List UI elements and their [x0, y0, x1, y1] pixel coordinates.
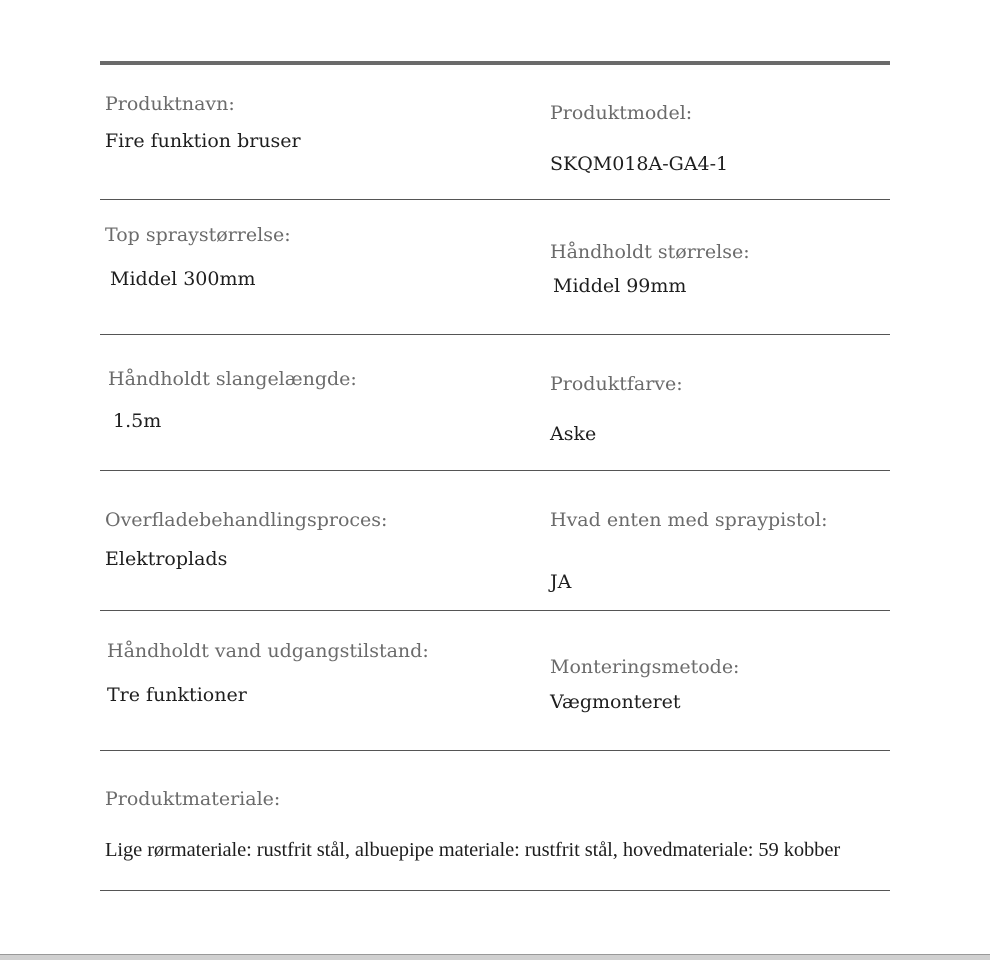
spec-label-spray-gun: Hvad enten med spraypistol: [550, 509, 828, 531]
table-top-border [100, 61, 890, 65]
spec-value-product-material: Lige rørmateriale: rustfrit stål, albuepipe materiale: rustfrit stål, hovedmateriale: 59 kobber [105, 839, 841, 861]
spec-value-product-color: Aske [550, 423, 597, 445]
row-divider [100, 750, 890, 751]
spec-value-top-spray-size: Middel 300mm [110, 268, 256, 290]
spec-value-surface-treatment: Elektroplads [105, 548, 228, 570]
row-divider [100, 199, 890, 200]
spec-value-water-outlet-mode: Tre funktioner [107, 684, 247, 706]
spec-value-hose-length: 1.5m [113, 410, 162, 432]
spec-value-handheld-size: Middel 99mm [553, 275, 687, 297]
bottom-edge-bar [0, 954, 990, 960]
spec-value-mounting-method: Vægmonteret [550, 691, 681, 713]
spec-label-mounting-method: Monteringsmetode: [550, 656, 740, 678]
spec-label-surface-treatment: Overfladebehandlingsproces: [105, 509, 388, 531]
spec-value-product-model: SKQM018A-GA4-1 [550, 153, 729, 175]
spec-label-top-spray-size: Top spraystørrelse: [105, 224, 291, 246]
spec-value-spray-gun: JA [550, 571, 572, 593]
spec-label-product-model: Produktmodel: [550, 102, 693, 124]
spec-label-handheld-size: Håndholdt størrelse: [550, 241, 750, 263]
spec-value-product-name: Fire funktion bruser [105, 130, 301, 152]
row-divider [100, 470, 890, 471]
spec-label-product-name: Produktnavn: [105, 93, 235, 115]
spec-label-product-color: Produktfarve: [550, 373, 683, 395]
spec-label-water-outlet-mode: Håndholdt vand udgangstilstand: [107, 640, 429, 662]
row-divider [100, 334, 890, 335]
spec-label-hose-length: Håndholdt slangelængde: [108, 368, 357, 390]
table-bottom-border [100, 890, 890, 891]
row-divider [100, 610, 890, 611]
spec-label-product-material: Produktmateriale: [105, 788, 281, 810]
